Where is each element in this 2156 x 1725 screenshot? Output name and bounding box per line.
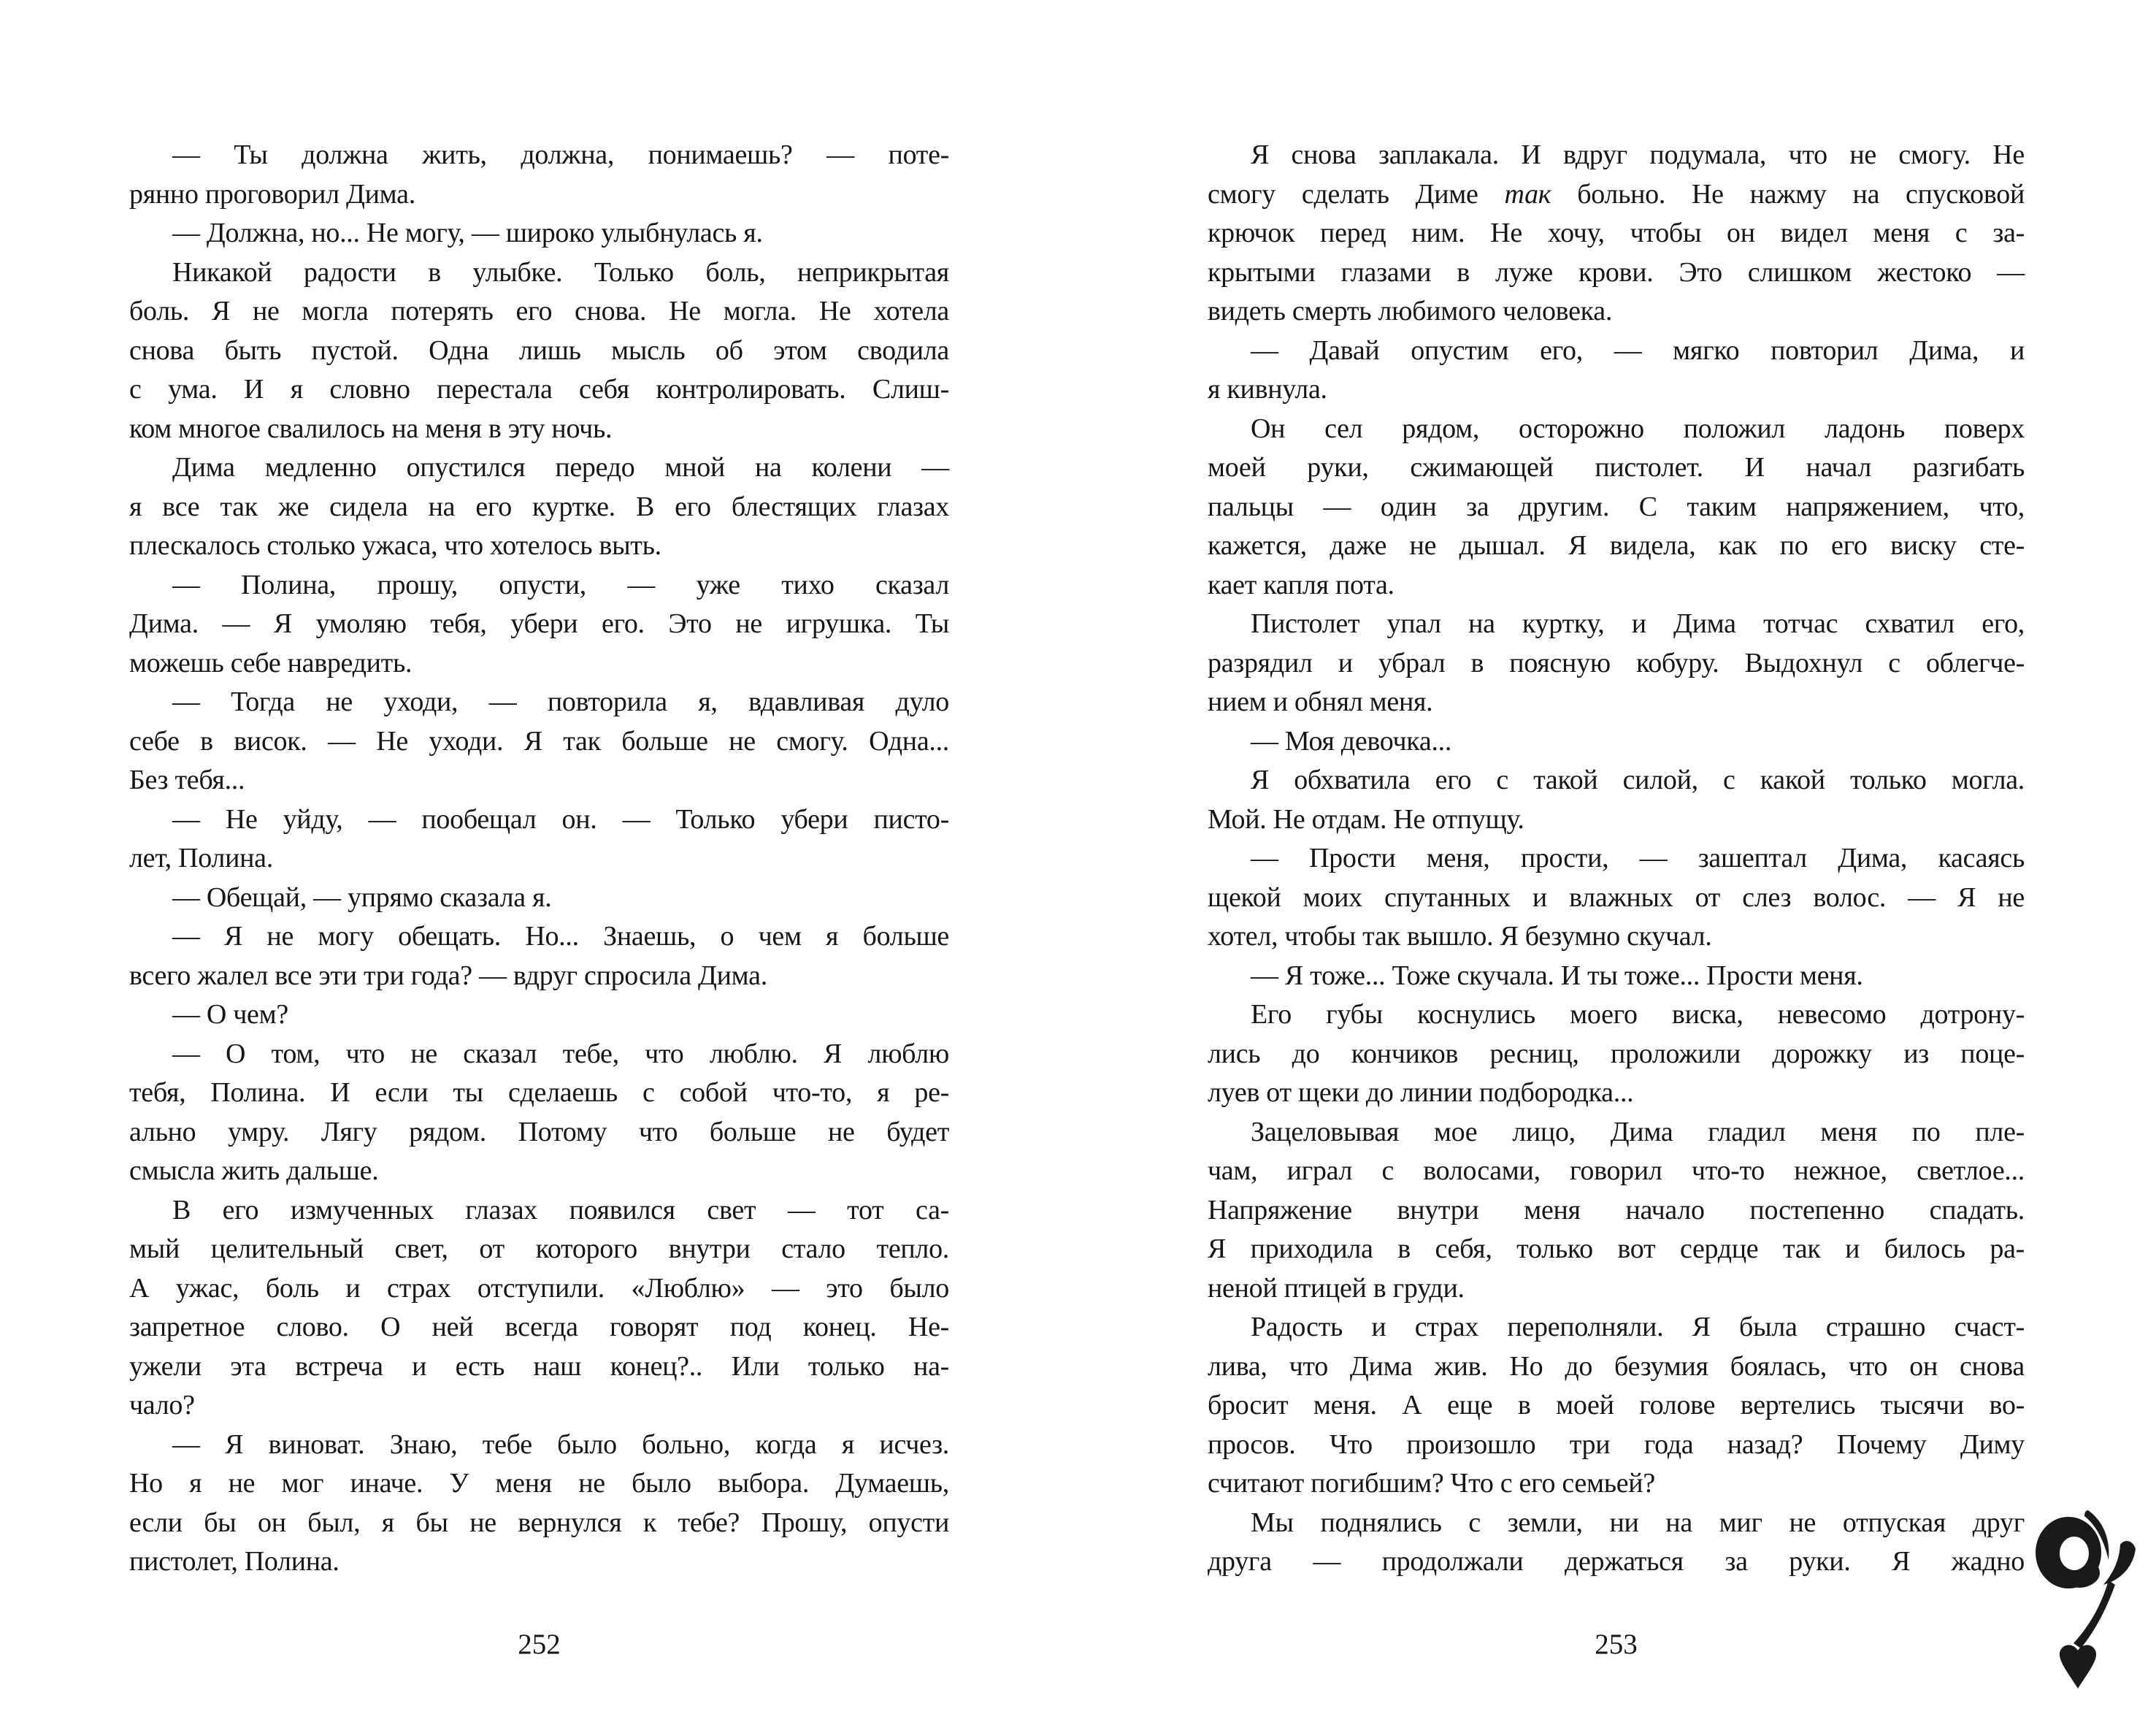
text-line: Я обхватила его с такой силой, с какой только могла.: [1251, 765, 2025, 795]
text-line: считают погибшим? Что с его семьей?: [1208, 1468, 1655, 1499]
text-line: кает капля пота.: [1208, 569, 1395, 600]
heart-flourish-ornament: [2033, 1507, 2139, 1697]
text-line: Но я не мог иначе. У меня не было выбора. Думаешь,: [129, 1468, 949, 1499]
text-line: смысла жить дальше.: [129, 1155, 379, 1186]
page-number-left: 252: [518, 1629, 561, 1660]
text-line: Его губы коснулись моего виска, невесомо дотрону-: [1251, 999, 2025, 1030]
text-line: — Давай опустим его, — мягко повторил Дима, и: [1251, 334, 2025, 366]
text-line: Мой. Не отдам. Не отпущу.: [1208, 803, 1524, 835]
heart-flourish-icon: [2033, 1507, 2139, 1697]
text-line: — Должна, но... Не могу, — широко улыбнулась я.: [172, 218, 763, 248]
text-line: снова быть пустой. Одна лишь мысль об этом сводила: [129, 334, 949, 366]
text-line: — Прости меня, прости, — зашептал Дима, касаясь: [1251, 843, 2025, 873]
text-line: если бы он был, я бы не вернулся к тебе? Прошу, опусти: [129, 1507, 949, 1538]
text-line: плескалось столько ужаса, что хотелось выть.: [129, 530, 661, 561]
text-line: запретное слово. О ней всегда говорят под конец. Не-: [129, 1312, 949, 1342]
text-line: Дима медленно опустился передо мной на колени —: [172, 452, 949, 483]
text-line: боль. Я не могла потерять его снова. Не могла. Не хотела: [129, 296, 949, 326]
text-line: лива, что Дима жив. Но до безумия боялась, что он снова: [1208, 1350, 2025, 1382]
text-line: — Полина, прошу, опусти, — уже тихо сказал: [172, 569, 949, 600]
text-line: просов. Что произошло три года назад? Почему Диму: [1208, 1428, 2025, 1460]
text-line: Без тебя...: [129, 765, 245, 795]
text-line: луев от щеки до линии подбородка...: [1208, 1077, 1634, 1108]
text-line: кажется, даже не дышал. Я видела, как по его виску сте-: [1208, 530, 2025, 561]
text-line: смогу сделать Диме так больно. Не нажму на спусковой: [1208, 178, 2025, 210]
text-line: — Я не могу обещать. Но... Знаешь, о чем я больше: [172, 921, 949, 952]
text-line: Напряжение внутри меня начало постепенно спадать.: [1208, 1194, 2025, 1225]
text-line: рянно проговорил Дима.: [129, 178, 415, 210]
text-line: нием и обнял меня.: [1208, 686, 1433, 717]
text-line: — Обещай, — упрямо сказала я.: [172, 881, 552, 913]
text-line: с ума. И я словно перестала себя контролировать. Слиш-: [129, 374, 949, 405]
text-line: ком многое свалилось на меня в эту ночь.: [129, 413, 613, 444]
text-line: — Не уйду, — пообещал он. — Только убери писто-: [172, 803, 949, 835]
text-line: разрядил и убрал в поясную кобуру. Выдохнул с облегче-: [1208, 647, 2025, 678]
text-line: я кивнула.: [1208, 374, 1327, 405]
text-line: Радость и страх переполняли. Я была страшно счаст-: [1251, 1312, 2025, 1342]
text-line: Я приходила в себя, только вот сердце так и билось ра-: [1208, 1233, 2025, 1264]
text-line: В его измученных глазах появился свет — тот са-: [172, 1194, 949, 1225]
text-line: моей руки, сжимающей пистолет. И начал разгибать: [1208, 452, 2025, 483]
right-page-text-column: [1208, 136, 2025, 1582]
text-line: чам, играл с волосами, говорил что-то нежное, светлое...: [1208, 1155, 2025, 1186]
text-line: Мы поднялись с земли, ни на миг не отпуская друг: [1251, 1507, 2025, 1538]
text-line: Никакой радости в улыбке. Только боль, неприкрытая: [172, 256, 949, 288]
text-line: неной птицей в груди.: [1208, 1272, 1465, 1304]
text-line: ально умру. Лягу рядом. Потому что больше не будет: [129, 1116, 949, 1147]
text-line: бросит меня. А еще в моей голове вертелись тысячи во-: [1208, 1390, 2025, 1420]
left-page-text-column: [129, 136, 949, 1582]
text-line: Зацеловывая мое лицо, Дима гладил меня по пле-: [1251, 1116, 2025, 1147]
text-line: всего жалел все эти три года? — вдруг спросила Дима.: [129, 960, 767, 991]
text-line: — О чем?: [172, 999, 288, 1030]
text-line: крючок перед ним. Не хочу, чтобы он видел меня с за-: [1208, 218, 2025, 248]
text-line: я все так же сидела на его куртке. В его блестящих глазах: [129, 491, 949, 522]
text-line: себе в висок. — Не уходи. Я так больше не смогу. Одна...: [129, 725, 949, 757]
text-line: — Тогда не уходи, — повторила я, вдавливая дуло: [172, 686, 949, 717]
text-line: Пистолет упал на куртку, и Дима тотчас схватил его,: [1251, 608, 2025, 639]
text-line: лет, Полина.: [129, 843, 273, 873]
text-line: Я снова заплакала. И вдруг подумала, что не смогу. Не: [1251, 139, 2025, 170]
text-line: Он сел рядом, осторожно положил ладонь поверх: [1251, 413, 2025, 444]
text-line: тебя, Полина. И если ты сделаешь с собой что-то, я ре-: [129, 1077, 949, 1108]
text-line: щекой моих спутанных и влажных от слез волос. — Я не: [1208, 881, 2025, 913]
text-line: крытыми глазами в луже крови. Это слишком жестоко —: [1208, 256, 2025, 288]
text-line: можешь себе навредить.: [129, 647, 413, 678]
text-line: — Я виноват. Знаю, тебе было больно, когда я исчез.: [172, 1428, 949, 1460]
text-line: чало?: [129, 1390, 195, 1420]
text-line: хотел, чтобы так вышло. Я безумно скучал.: [1208, 921, 1712, 952]
text-line: ужели эта встреча и есть наш конец?.. Или только на-: [129, 1350, 949, 1382]
text-line: — Ты должна жить, должна, понимаешь? — поте-: [172, 139, 949, 170]
text-line: видеть смерть любимого человека.: [1208, 296, 1613, 326]
text-line: — О том, что не сказал тебе, что люблю. Я люблю: [172, 1038, 949, 1069]
text-line: А ужас, боль и страх отступили. «Люблю» — это было: [129, 1272, 949, 1304]
text-line: пальцы — один за другим. С таким напряжением, что,: [1208, 491, 2025, 522]
text-line: лись до кончиков ресниц, проложили дорожку из поце-: [1208, 1038, 2025, 1069]
text-line: Дима. — Я умоляю тебя, убери его. Это не игрушка. Ты: [129, 608, 949, 639]
text-line: — Моя девочка...: [1251, 725, 1452, 757]
text-line: пистолет, Полина.: [129, 1546, 339, 1577]
text-line: — Я тоже... Тоже скучала. И ты тоже... Прости меня.: [1251, 960, 1863, 991]
page-number-right: 253: [1595, 1629, 1638, 1660]
text-line: друга — продолжали держаться за руки. Я жадно: [1208, 1546, 2025, 1577]
text-line: мый целительный свет, от которого внутри стало тепло.: [129, 1233, 949, 1264]
